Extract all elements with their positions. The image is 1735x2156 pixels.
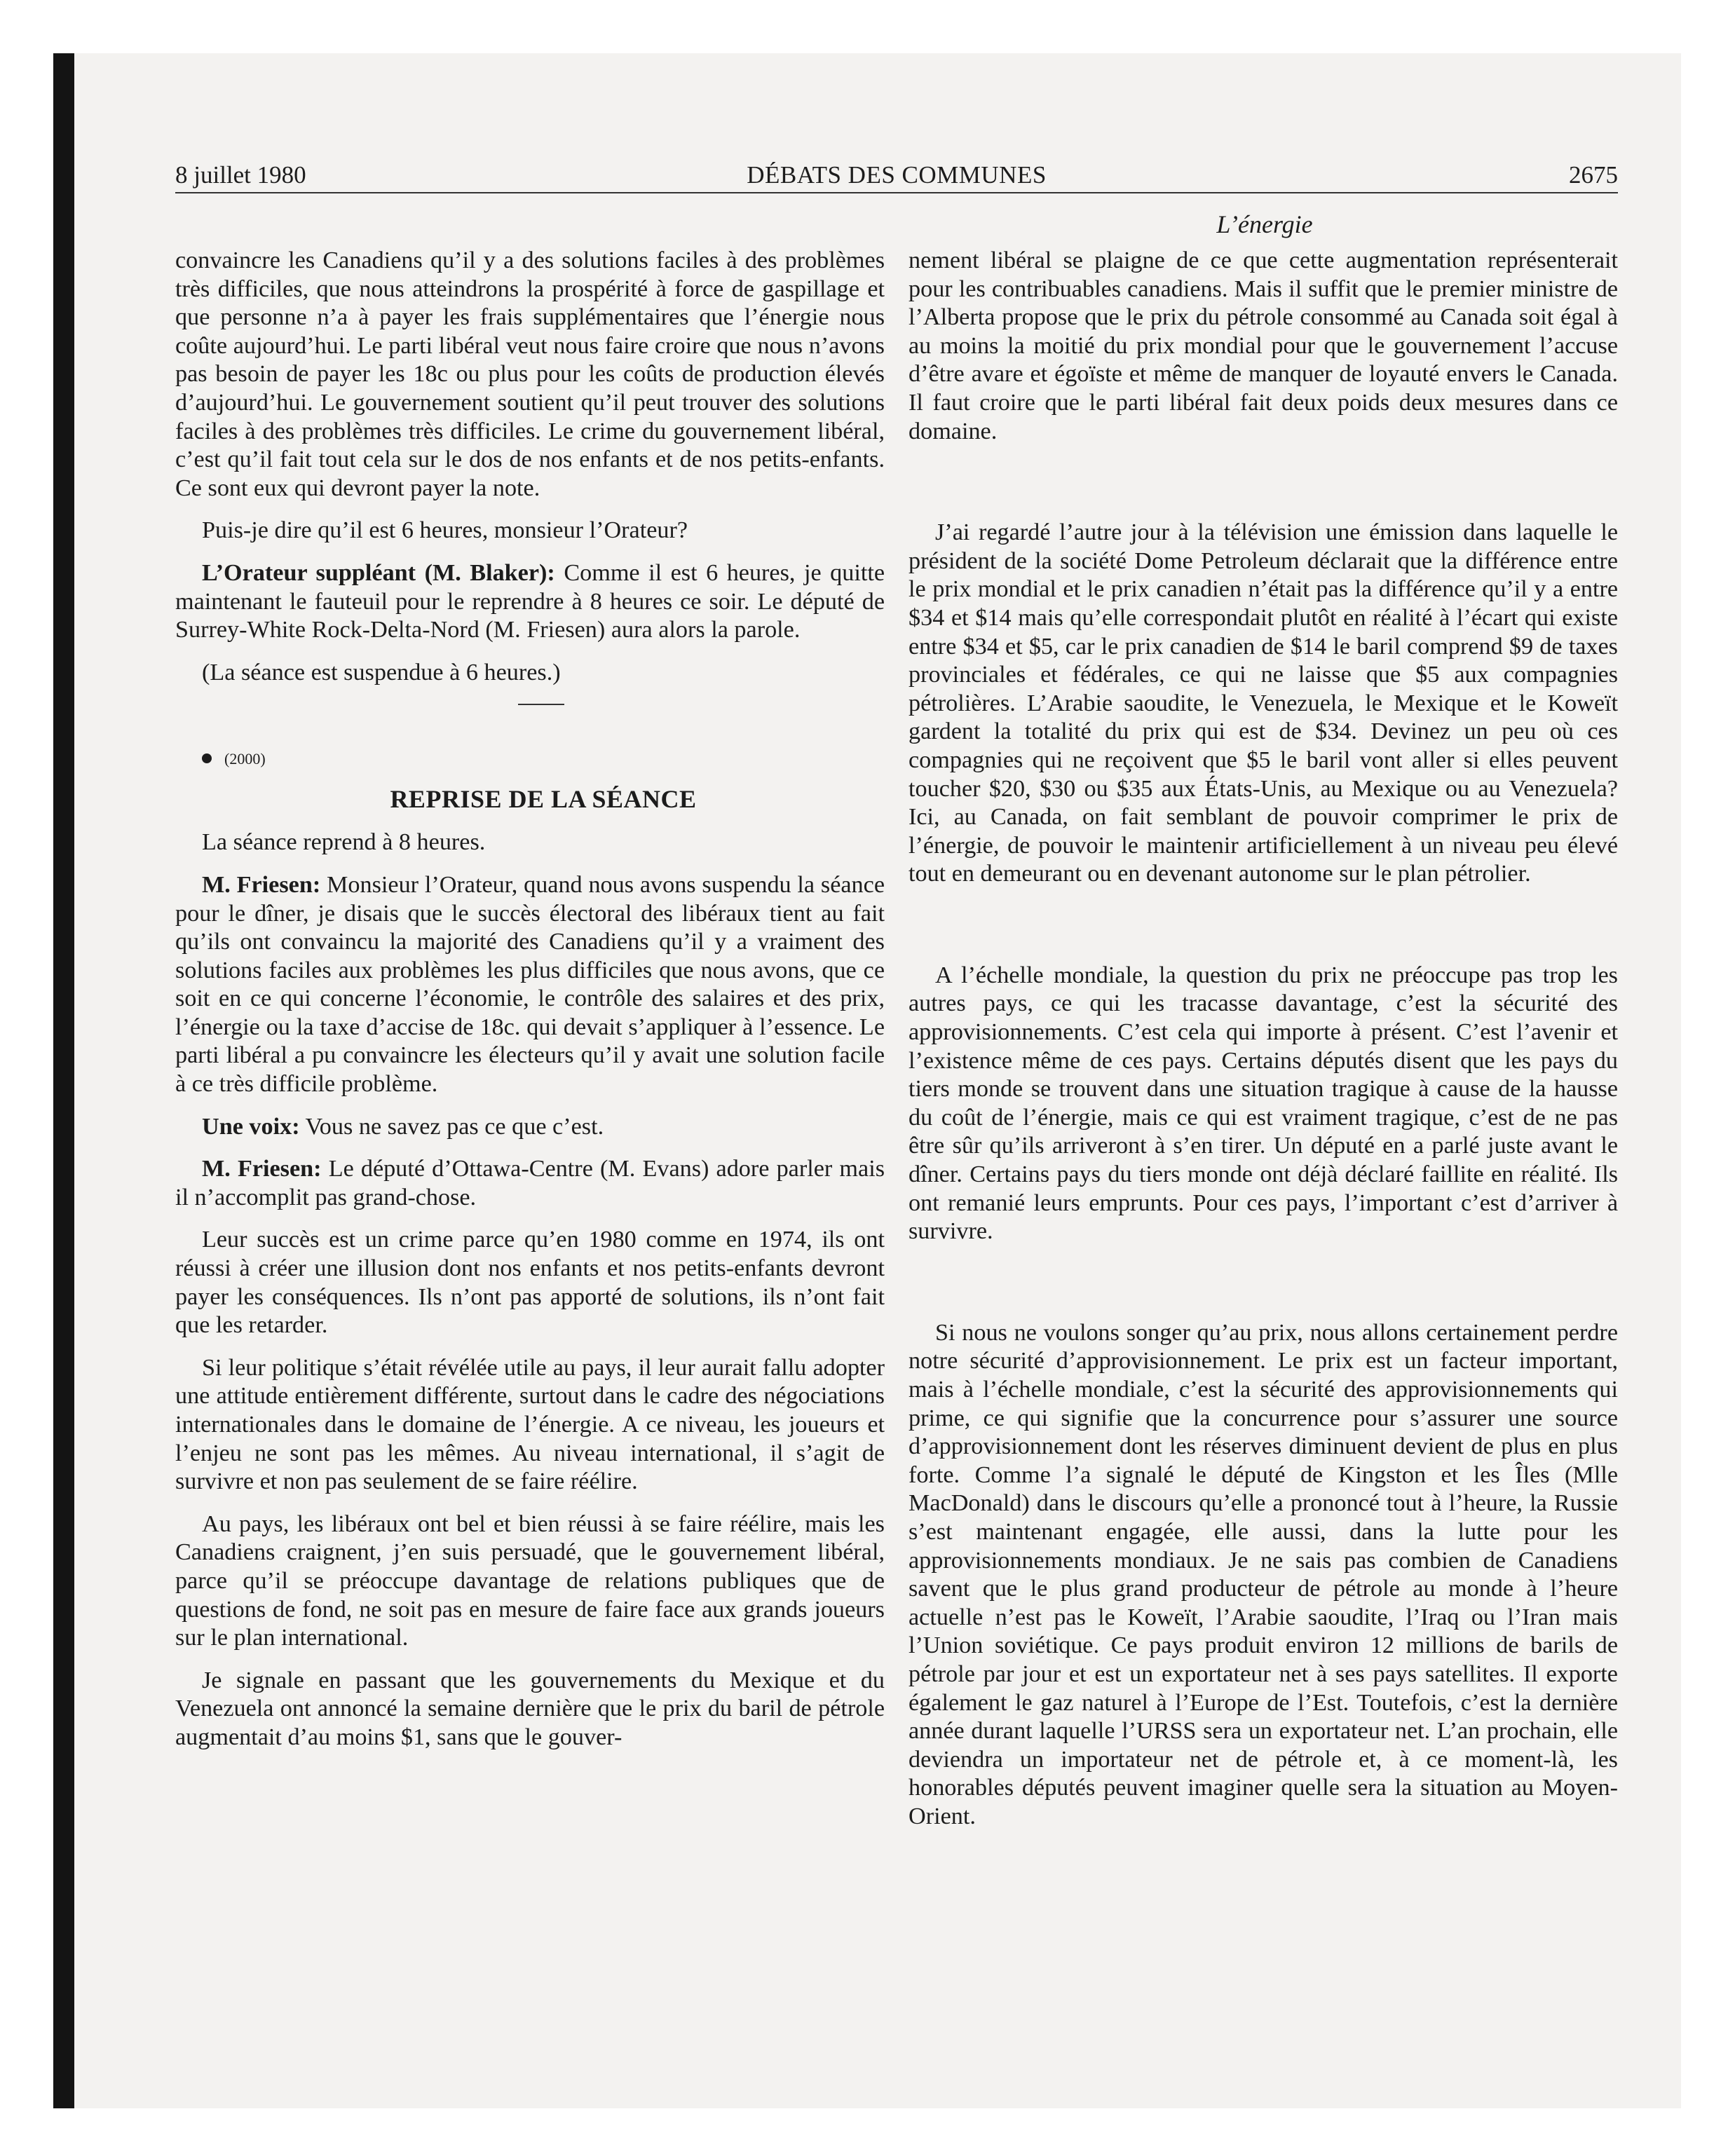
left-paragraph-10: Si leur politique s’était révélée utile au pays, il leur aurait fallu adopter une attitude entièrement différente, surtout dans le cadre des négociations internationales dans le domaine de l’énergie. A ce niveau, les joueurs et l’enjeu ne sont pas les mêmes. Au niveau international, il s’agit de survivre et non pas seulement de se faire réélire. (175, 1354, 885, 1495)
left-paragraph-3 (175, 559, 885, 645)
left-paragraph-12: Je signale en passant que les gouvernements du Mexique et du Venezuela ont annoncé la semaine dernière que le prix du baril de pétrole augmentait d’au moins $1, sans que le gouver- (175, 1667, 885, 1750)
right-column (909, 247, 1618, 1904)
header-page-number: 2675 (1569, 161, 1618, 189)
speech-text: Le député d’Ottawa-Centre (M. Evans) adore parler mais il n’accomplit pas grand-chose. (175, 1156, 885, 1210)
right-paragraph-1: nement libéral se plaigne de ce que cette augmentation représenterait pour les contribuables canadiens. Mais il suffit que le premier ministre de l’Alberta propose que le prix du pétrole consommé au Canada soit égal à au moins la moitié du prix mondial pour que le gouvernement l’accuse d’être avare et égoïste et même de manquer de loyauté envers le Canada. Il faut croire que le parti libéral fait deux poids deux mesures dans ce domaine. (909, 247, 1618, 444)
left-paragraph-8 (175, 1155, 885, 1212)
left-column (175, 247, 885, 1766)
speech-text: Vous ne savez pas ce que c’est. (305, 1113, 604, 1140)
left-paragraph-11: Au pays, les libéraux ont bel et bien réussi à se faire réélire, mais les Canadiens craignent, j’en suis persuadé, que le gouvernement libéral, parce qu’il se préoccupe davantage de relations publiques que de questions de fond, ne soit pas en mesure de faire face aux grands joueurs sur le plan international. (175, 1510, 885, 1651)
time-marker (175, 749, 885, 770)
section-label: L’énergie (1216, 210, 1313, 238)
speech-text: Monsieur l’Orateur, quand nous avons suspendu la séance pour le dîner, je disais que le succès électoral des libéraux tient au fait qu’ils ont convaincu la majorité des Canadiens qu’il y a vraiment des solutions faciles aux problèmes les plus difficiles que nous avons, que ce soit en ce qui concerne l’économie, le contrôle des salaires et des prix, l’énergie ou la taxe d’accise de 18c. qui devait s’appliquer à l’essence. Le parti libéral a pu convaincre les électeurs qu’il y avait une solution facile à ce très difficile problème. (175, 871, 885, 1098)
right-paragraph-2: J’ai regardé l’autre jour à la télévision une émission dans laquelle le président de la société Dome Petroleum déclarait que la différence entre le prix mondial et le prix canadien n’était pas la différence qu’il y a entre $34 et $14 mais qu’elle correspondait plutôt en réalité à l’écart qui existe entre $34 et $5, car le prix canadien de $14 le baril comprend $9 de taxes provinciales et fédérales, ce qui ne laisse que $5 aux compagnies pétrolières. L’Arabie saoudite, le Venezuela, le Mexique et le Koweït gardent la totalité du prix qui est de $34. Devinez un peu où ces compagnies qui ne reçoivent que $5 le baril vont aller si elles peuvent toucher $20, $30 ou $35 aux États-Unis, au Mexique ou au Venezuela? Ici, au Canada, on fait semblant de pouvoir comprimer le prix de l’énergie, de pouvoir le maintenir artificiellement à un niveau peu élevé tout en demeurant ou en devenant autonome sur le plan pétrolier. (909, 519, 1618, 887)
right-paragraph-4: Si nous ne voulons songer qu’au prix, nous allons certainement perdre notre sécurité d’approvisionnement. Le prix est un facteur important, mais à l’échelle mondiale, c’est la sécurité des approvisionnements qui prime, ce qui signifie que la concurrence pour s’assurer une source d’approvisionnement dont les réserves diminuent devient de plus en plus forte. Comme l’a signalé le député de Kingston et les Îles (Mlle MacDonald) dans le discours qu’elle a prononcé tout à l’heure, la Russie s’est maintenant engagée, elle aussi, dans la lutte pour les approvisionnements mondiaux. Je ne sais pas combien de Canadiens savent que le plus grand producteur de pétrole au monde à l’heure actuelle n’est pas le Koweït, l’Arabie saoudite, l’Iraq ou l’Iran mais l’Union soviétique. Ce pays produit environ 12 millions de barils de pétrole par jour et est un exportateur net à ses pays satellites. Il exporte également le gaz naturel à l’Europe de l’Est. Toutefois, c’est la dernière année durant laquelle l’URSS sera un exportateur net. L’an prochain, elle deviendra un importateur net de pétrole et, à ce moment-là, les honorables députés peuvent imaginer quelle sera la situation au Moyen-Orient. (909, 1319, 1618, 1829)
left-paragraph-7 (175, 1113, 885, 1142)
left-paragraph-9: Leur succès est un crime parce qu’en 1980 comme en 1974, ils ont réussi à créer une illusion dont nos enfants et nos petits-enfants devront payer les conséquences. Ils n’ont pas apporté de solutions, ils n’ont fait que les retarder. (175, 1227, 885, 1339)
right-paragraph-3: A l’échelle mondiale, la question du prix ne préoccupe pas trop les autres pays, ce qui les tracasse davantage, c’est la sécurité des approvisionnements. C’est cela qui importe à présent. C’est l’avenir et l’existence même de ces pays. Certains députés disent que les pays du tiers monde se trouvent dans une situation tragique à cause de la hausse du coût de l’énergie, mais ce qui est vraiment tragique, c’est de ne pas être sûr qu’ils arriveront à s’en tirer. Un député en a parlé juste avant le dîner. Certains pays du tiers monde ont déjà déclaré faillite en réalité. Ils ont remanié leurs emprunts. Pour ces pays, l’important c’est d’arriver à survivre. (909, 962, 1618, 1245)
bullet-icon (202, 753, 212, 763)
left-paragraph-1: convaincre les Canadiens qu’il y a des solutions faciles à des problèmes très difficiles, que nous atteindrons la prospérité à force de gaspillage et que personne n’a à payer les frais supplémentaires que l’énergie nous coûte aujourd’hui. Le parti libéral veut nous faire croire que nous n’avons pas besoin de payer les 18c ou plus pour les coûts de production élevés d’aujourd’hui. Le gouvernement soutient qu’il peut trouver des solutions faciles à des problèmes très difficiles. Le crime du gouvernement libéral, c’est qu’il fait tout cela sur le dos de nos enfants et de nos petits-enfants. Ce sont eux qui devront payer la note. (175, 247, 885, 501)
speaker-name: M. Friesen: (202, 871, 321, 898)
time-marker-text: (2000) (224, 750, 266, 768)
left-paragraph-6 (175, 871, 885, 1099)
header-title: DÉBATS DES COMMUNES (747, 161, 1047, 189)
scan-left-edge (53, 53, 74, 2108)
header-date: 8 juillet 1980 (175, 161, 306, 189)
separator-rule (518, 704, 564, 705)
speaker-name: M. Friesen: (202, 1156, 322, 1182)
speaker-name: L’Orateur suppléant (M. Blaker): (202, 559, 555, 586)
header-rule (175, 192, 1618, 193)
left-paragraph-2: Puis-je dire qu’il est 6 heures, monsieur l’Orateur? (202, 517, 688, 544)
running-head (175, 158, 1618, 192)
left-paragraph-4: (La séance est suspendue à 6 heures.) (202, 659, 561, 685)
section-subheading: REPRISE DE LA SÉANCE (390, 785, 697, 814)
speech-text: Comme il est 6 heures, je quitte maintenant le fauteuil pour le reprendre à 8 heures ce soir. Le député de Surrey-White Rock-Delta-Nord (M. Friesen) aura alors la parole. (175, 559, 885, 643)
speaker-name: Une voix: (202, 1113, 300, 1140)
left-paragraph-5: La séance reprend à 8 heures. (202, 829, 486, 856)
